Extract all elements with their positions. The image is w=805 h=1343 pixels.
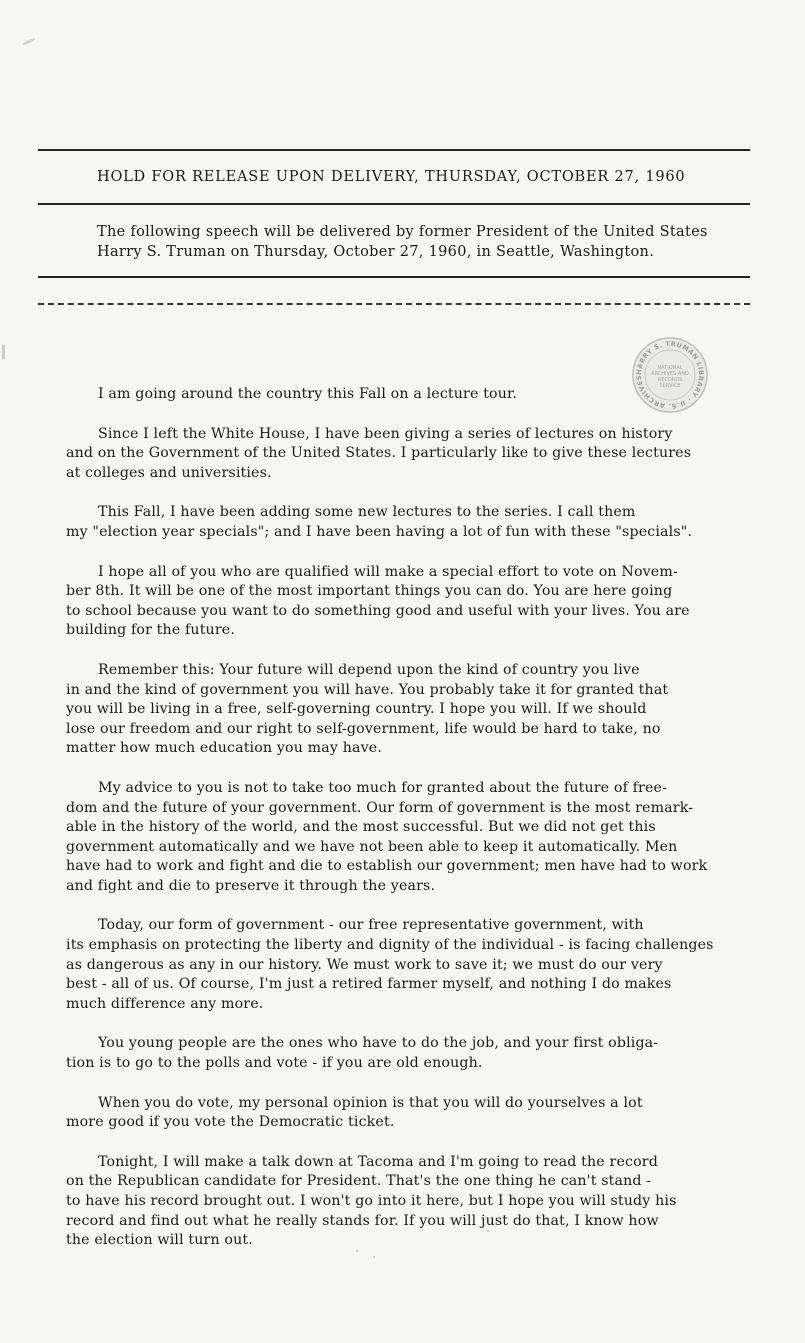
paragraph-line: you will be living in a free, self-governing country. I hope you will. If we should [66, 701, 647, 718]
paragraph-line: When you do vote, my personal opinion is that you will do yourselves a lot [98, 1094, 643, 1111]
paragraph-line: the election will turn out. [66, 1232, 253, 1249]
paragraph-line: I hope all of you who are qualified will make a special effort to vote on Novem- [98, 563, 678, 580]
svg-text:ARCHIVES AND: ARCHIVES AND [651, 371, 689, 377]
speech-paragraph [66, 563, 746, 641]
paragraph-line: its emphasis on protecting the liberty and dignity of the individual - is facing challenges [66, 937, 714, 954]
paragraph-line: much difference any more. [66, 995, 264, 1012]
paragraph-line: I am going around the country this Fall on a lecture tour. [98, 386, 518, 402]
paragraph-line: record and find out what he really stands for. If you will just do that, I know how [66, 1212, 659, 1229]
paragraph-line: ber 8th. It will be one of the most important things you can do. You are here going [66, 583, 673, 600]
paragraph-line: My advice to you is not to take too much for granted about the future of free- [98, 779, 668, 796]
release-header: HOLD FOR RELEASE UPON DELIVERY, THURSDAY, OCTOBER 27, 1960 [97, 169, 686, 185]
paragraph-line: lose our freedom and our right to self-government, life would be hard to take, no [66, 720, 661, 737]
svg-text:RECORDS: RECORDS [657, 377, 683, 383]
paragraph-line: on the Republican candidate for President. That's the one thing he can't stand - [66, 1173, 652, 1190]
speech-paragraph [66, 1153, 746, 1251]
intro-line: Harry S. Truman on Thursday, October 27, 1960, in Seattle, Washington. [97, 244, 655, 260]
paragraph-line: able in the history of the world, and the most successful. But we did not get this [66, 819, 656, 836]
paragraph-line: Since I left the White House, I have been giving a series of lectures on history [98, 425, 673, 442]
svg-text:NATIONAL: NATIONAL [657, 365, 683, 371]
paragraph-line: and on the Government of the United States. I particularly like to give these lectures [66, 445, 692, 462]
svg-text:HARRY S. TRUMAN LIBRARY · U.S.: HARRY S. TRUMAN LIBRARY · U.S. ARCHIVES [634, 339, 706, 411]
speech-paragraph [66, 425, 746, 484]
speech-paragraph [66, 661, 746, 759]
paragraph-line: at colleges and universities. [66, 464, 272, 481]
paragraph-line: government automatically and we have not been able to keep it automatically. Men [66, 838, 678, 855]
speech-body [66, 385, 746, 1271]
paragraph-line: You young people are the ones who have to do the job, and your first obliga- [98, 1035, 659, 1052]
speech-paragraph [66, 385, 746, 405]
paragraph-line: have had to work and fight and die to establish our government; men have had to work [66, 858, 708, 875]
intro-note [97, 222, 747, 262]
dashed-rule [38, 303, 750, 305]
paragraph-line: building for the future. [66, 622, 235, 639]
paragraph-line: to have his record brought out. I won't go into it here, but I hope you will study his [66, 1193, 677, 1209]
intro-rule [38, 276, 750, 278]
paragraph-line: dom and the future of your government. Our form of government is the most remark- [66, 799, 694, 816]
paper-mark [2, 345, 5, 359]
paragraph-line: best - all of us. Of course, I'm just a retired farmer myself, and nothing I do makes [66, 976, 672, 993]
paragraph-line: as dangerous as any in our history. We must work to save it; we must do our very [66, 956, 663, 973]
paragraph-line: to school because you want to do something good and useful with your lives. You are [66, 602, 690, 619]
speech-paragraph [66, 1094, 746, 1133]
speech-paragraph [66, 779, 746, 897]
top-rule [38, 149, 750, 151]
paragraph-line: Remember this: Your future will depend upon the kind of country you live [98, 661, 640, 678]
paragraph-line: This Fall, I have been adding some new lectures to the series. I call them [98, 504, 636, 521]
paragraph-line: my "election year specials"; and I have been having a lot of fun with these "specials". [66, 523, 693, 540]
speech-paragraph [66, 916, 746, 1014]
paper-mark [22, 37, 36, 46]
paragraph-line: Today, our form of government - our free representative government, with [98, 917, 644, 934]
svg-text:SERVICE: SERVICE [659, 383, 681, 389]
paragraph-line: in and the kind of government you will have. You probably take it for granted that [66, 681, 669, 698]
paragraph-line: more good if you vote the Democratic ticket. [66, 1114, 395, 1131]
header-rule [38, 203, 750, 205]
intro-line: The following speech will be delivered by former President of the United States [97, 224, 708, 240]
paragraph-line: Tonight, I will make a talk down at Tacoma and I'm going to read the record [98, 1153, 658, 1170]
paragraph-line: and fight and die to preserve it through the years. [66, 877, 436, 894]
paragraph-line: matter how much education you may have. [66, 740, 382, 757]
paragraph-line: tion is to go to the polls and vote - if you are old enough. [66, 1055, 483, 1072]
speech-paragraph [66, 503, 746, 542]
speech-paragraph [66, 1034, 746, 1073]
